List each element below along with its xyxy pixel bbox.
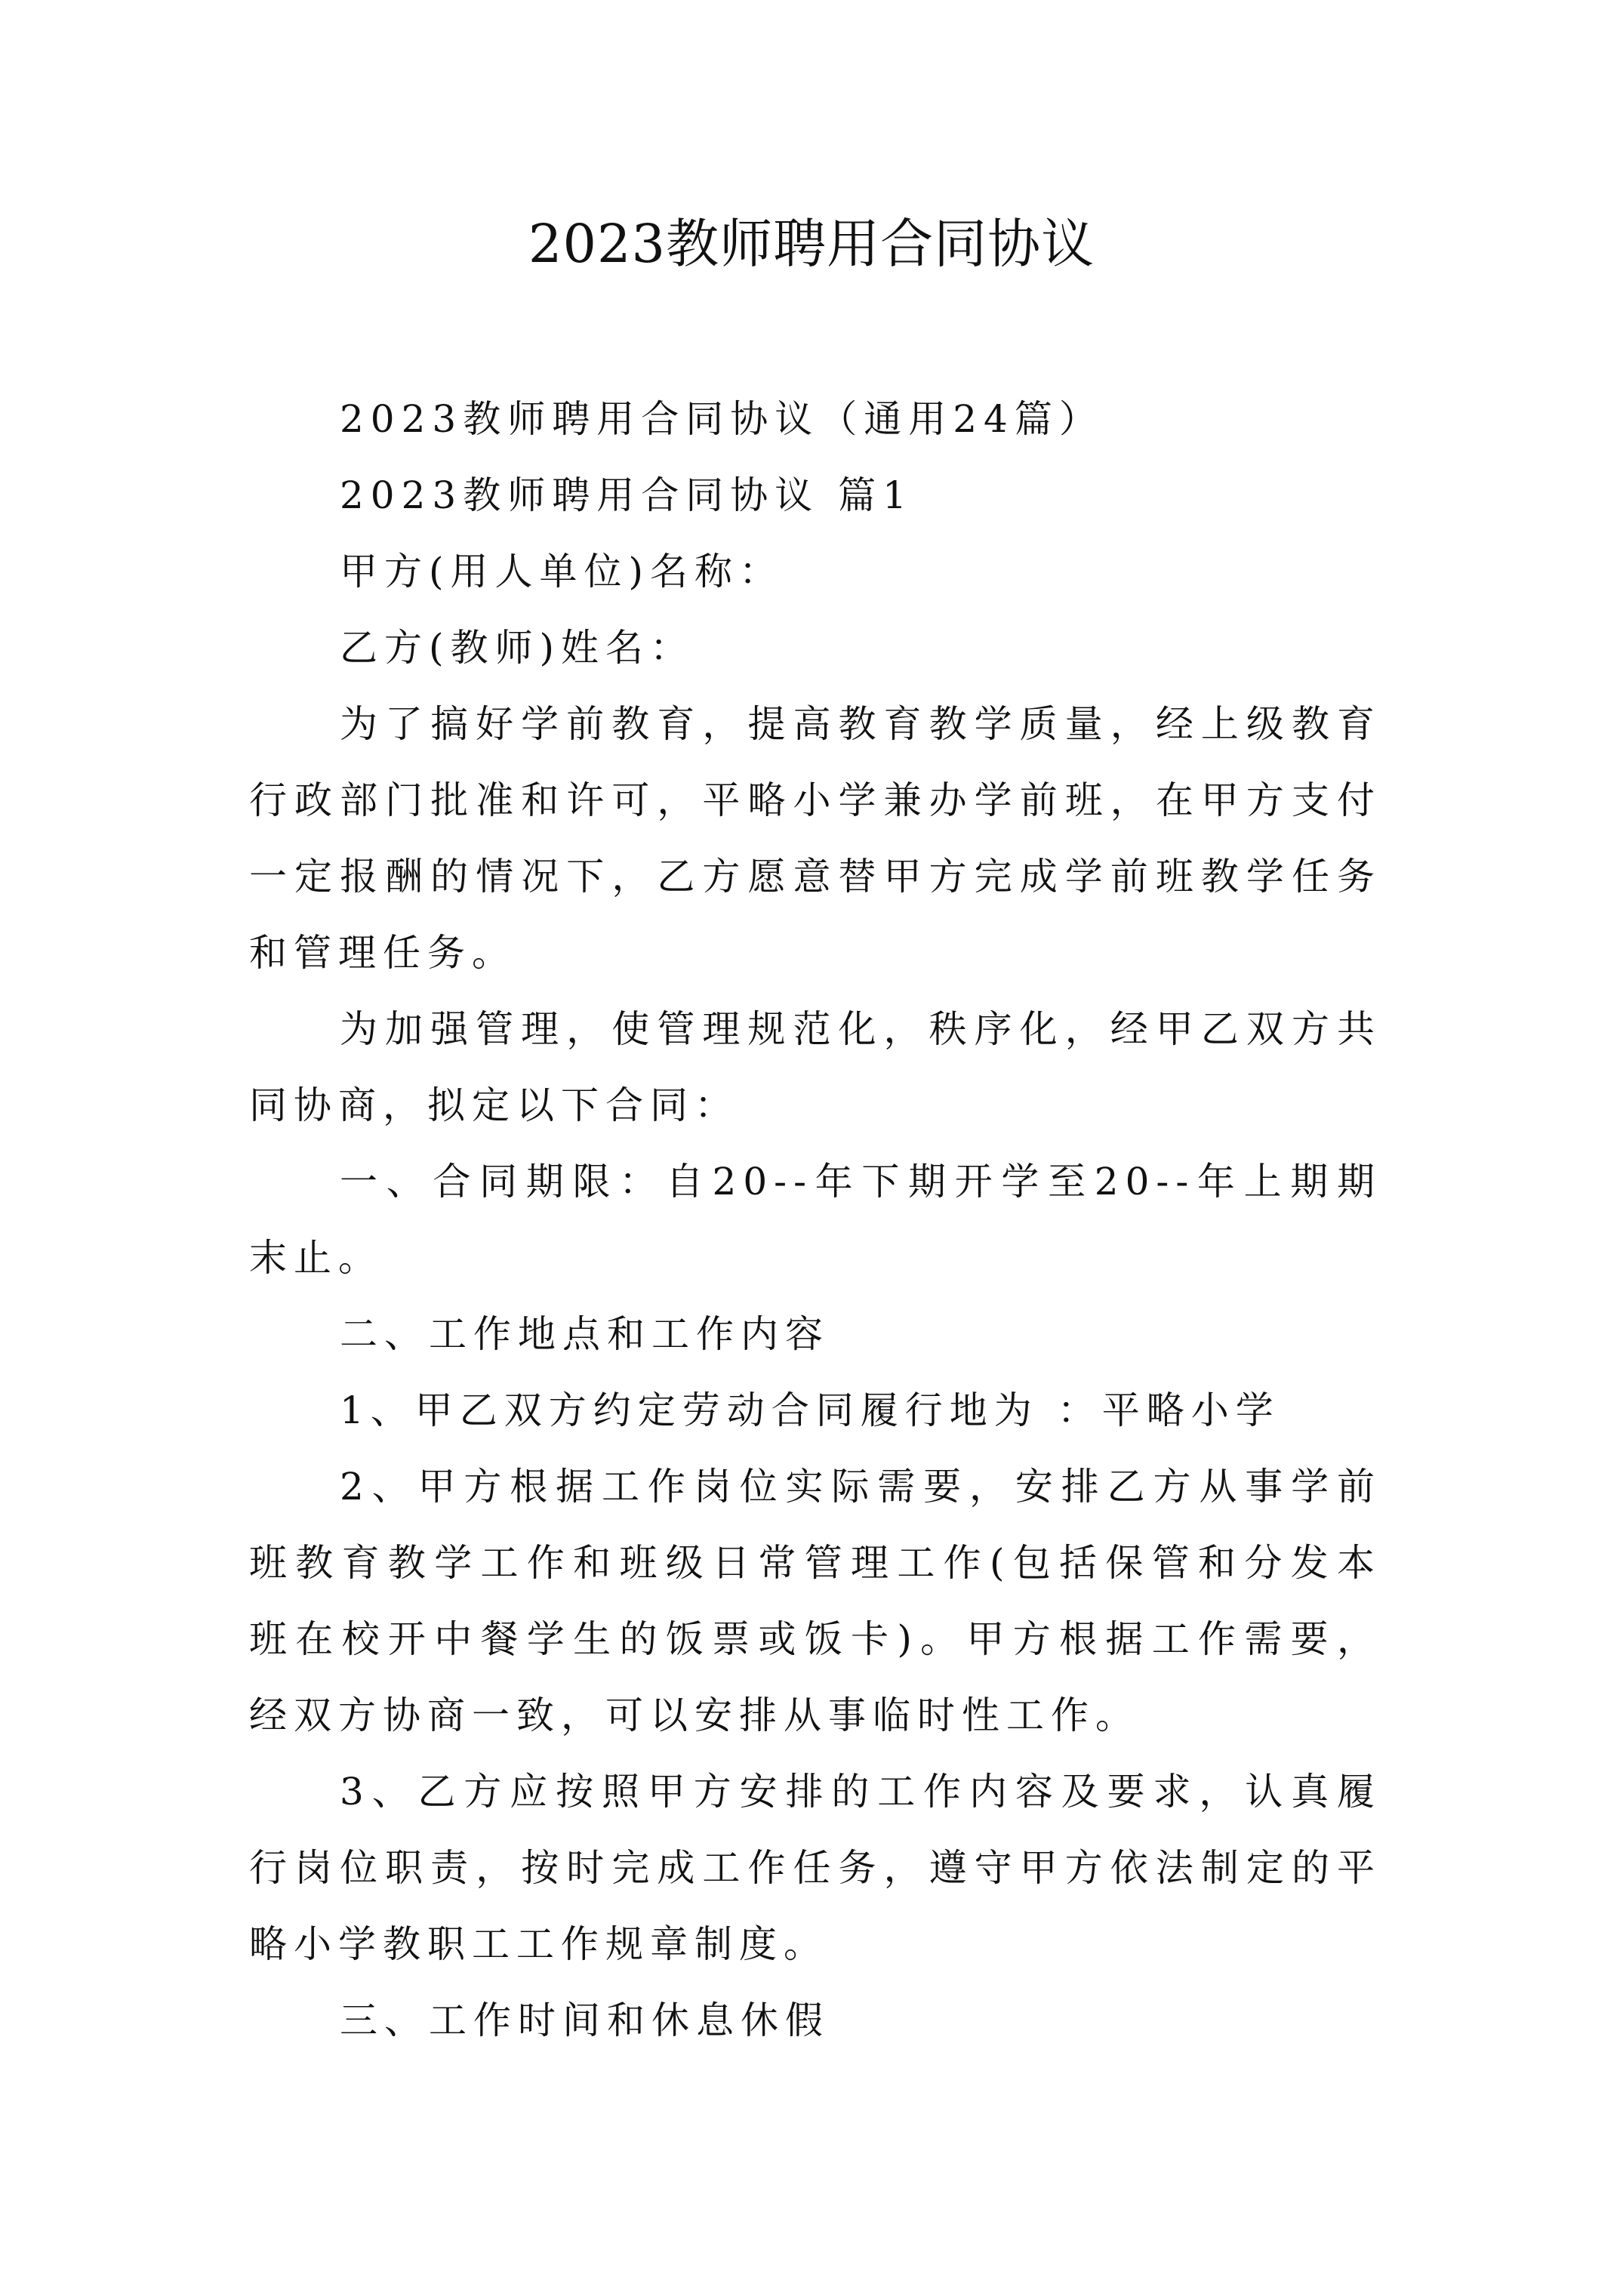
paragraph-work-heading: 二、工作地点和工作内容 <box>340 1312 830 1356</box>
paragraph-agreement: 为加强管理，使管理规范化，秩序化，经甲乙双方共同协商，拟定以下合同： <box>249 1007 1381 1127</box>
paragraph-subtitle: 2023教师聘用合同协议（通用24篇） <box>340 397 1104 441</box>
document-title: 2023教师聘用合同协议 <box>528 213 1095 275</box>
paragraph-clause-3: 3、乙方应按照甲方安排的工作内容及要求，认真履行岗位职责，按时完成工作任务，遵守甲方依法制定的平略小学教职工工作规章制度。 <box>249 1770 1381 1966</box>
paragraph-term: 一、合同期限：自20--年下期开学至20--年上期期末止。 <box>249 1160 1381 1280</box>
paragraph-clause-2: 2、甲方根据工作岗位实际需要，安排乙方从事学前班教育教学工作和班级日常管理工作(包括保管和分发本班在校开中餐学生的饭票或饭卡)。甲方根据工作需要，经双方协商一致，可以安排从事临时性工作。 <box>249 1465 1381 1737</box>
document-body <box>249 381 1381 2059</box>
paragraph-hours-heading: 三、工作时间和休息休假 <box>340 1999 830 2042</box>
paragraph-section-heading: 2023教师聘用合同协议 篇1 <box>340 473 913 517</box>
paragraph-party-b: 乙方(教师)姓名： <box>340 626 695 670</box>
paragraph-purpose: 为了搞好学前教育，提高教育教学质量，经上级教育行政部门批准和许可，平略小学兼办学前班，在甲方支付一定报酬的情况下，乙方愿意替甲方完成学前班教学任务和管理任务。 <box>249 702 1381 975</box>
paragraph-party-a: 甲方(用人单位)名称： <box>340 550 784 593</box>
paragraph-clause-1: 1、甲乙双方约定劳动合同履行地为 ：平略小学 <box>340 1388 1280 1432</box>
